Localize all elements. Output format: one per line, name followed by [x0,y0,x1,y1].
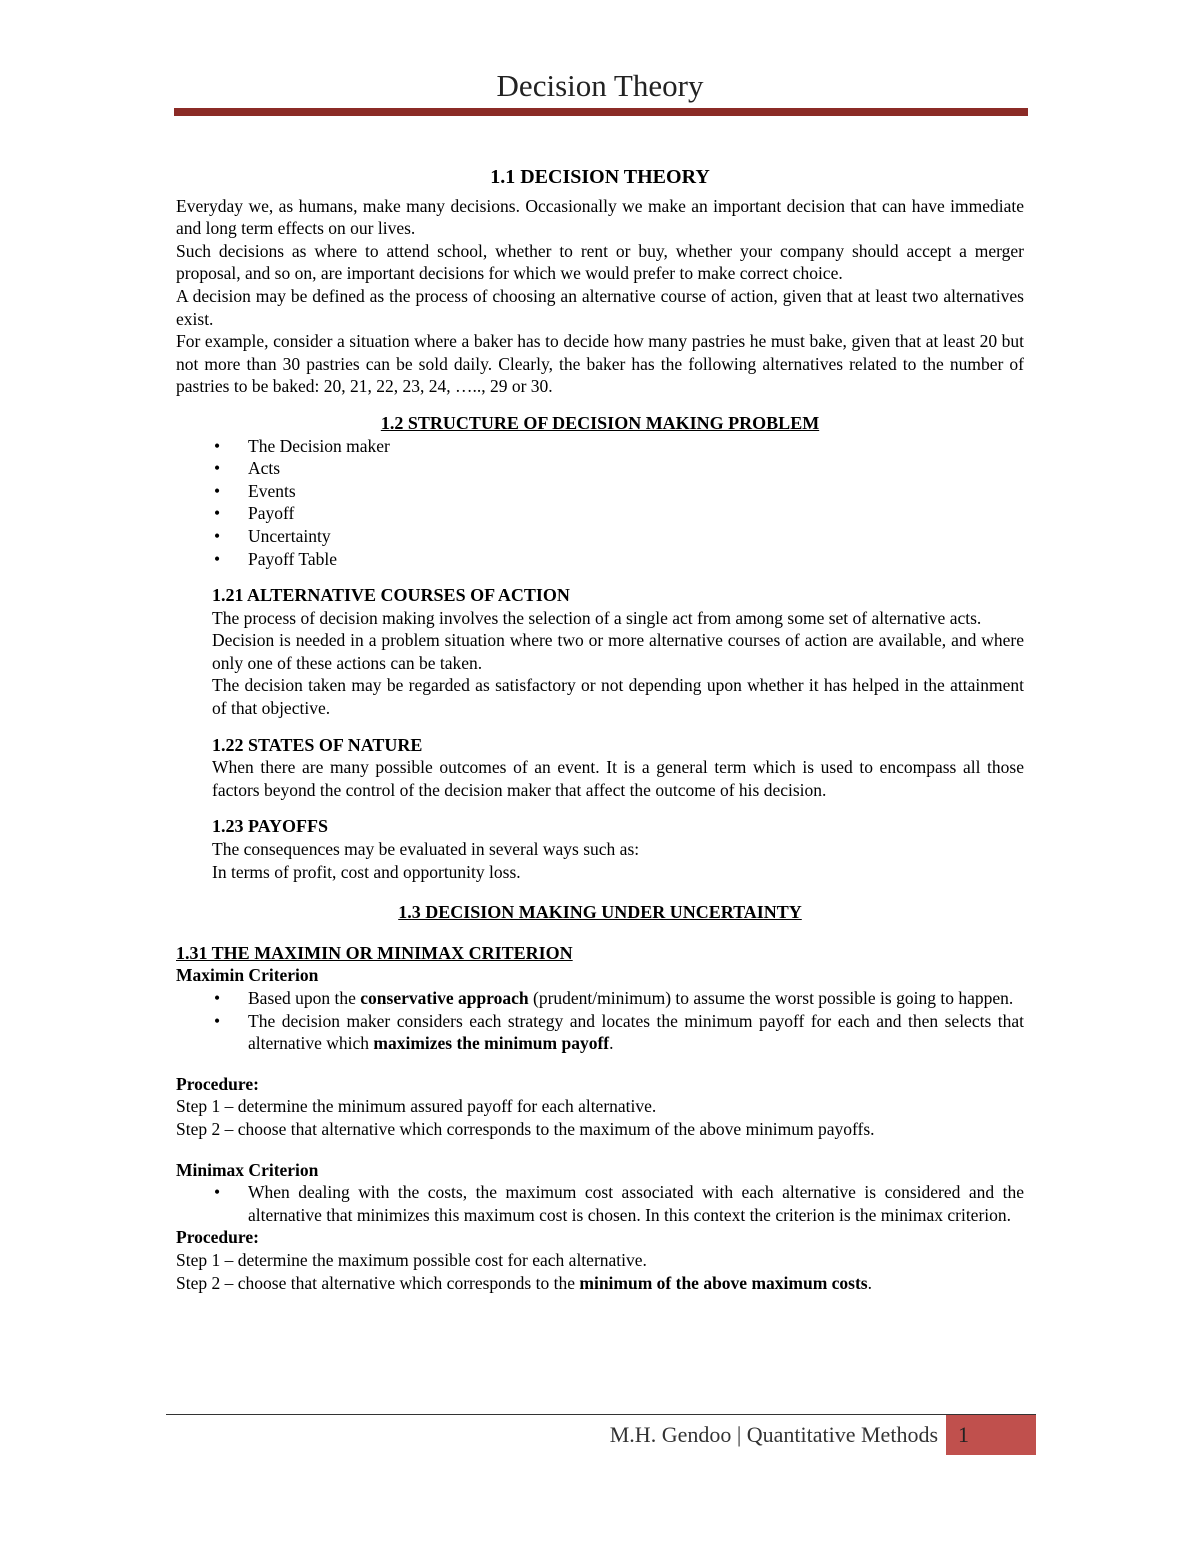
section-1-2-heading: 1.2 STRUCTURE OF DECISION MAKING PROBLEM [380,412,820,433]
text-run: . [609,1033,614,1054]
footer-rule [166,1414,1036,1415]
document-body [176,166,1024,1294]
paragraph: The consequences may be evaluated in several ways such as: [212,839,640,860]
list-item [212,1010,1024,1055]
list-item: • Payoff [212,502,1024,525]
maximin-title: Maximin Criterion [176,965,319,986]
section-1-31-heading: 1.31 THE MAXIMIN OR MINIMAX CRITERION [176,942,573,963]
paragraph: Decision is needed in a problem situation where two or more alternative courses of action are available, and where only one of these actions can be taken. [212,630,1024,673]
page-header-title: Decision Theory [496,68,704,103]
bold-run: maximizes the minimum payoff [373,1033,610,1054]
bold-run: conservative approach [360,988,529,1008]
list-item [212,987,1024,1010]
text-run: The decision maker considers each strategy and locates the minimum payoff for each and then selects that alternative which [248,1010,1024,1054]
procedure-step: Step 1 – determine the minimum assured payoff for each alternative. [176,1096,657,1117]
procedure-step: Step 2 – choose that alternative which corresponds to the maximum of the above minimum payoffs. [176,1118,875,1139]
footer-text: M.H. Gendoo | Quantitative Methods [609,1422,938,1447]
list-item: • Acts [212,457,1024,480]
section-1-21-heading: 1.21 ALTERNATIVE COURSES OF ACTION [212,585,570,606]
header-rule [174,108,1028,116]
section-1-23-heading: 1.23 PAYOFFS [212,816,329,837]
text-run: Based upon the [248,988,361,1008]
section-1-3-heading: 1.3 DECISION MAKING UNDER UNCERTAINTY [398,902,802,923]
procedure-step: Step 1 – determine the maximum possible cost for each alternative. [176,1249,647,1270]
maximin-procedure-label: Procedure: [176,1073,259,1094]
paragraph: For example, consider a situation where a baker has to decide how many pastries he must bake, given that at least 20 but not more than 30 pastries can be sold daily. Clearly, the baker has the following alternatives related to the number of pastries to be baked: 20, 21, 22, 23, 24, ….., 29 or 30. [176,331,1024,397]
paragraph: Such decisions as where to attend school, whether to rent or buy, whether your company should accept a merger proposal, and so on, are important decisions for which we would prefer to make correct choice. [176,240,1024,284]
list-item: • The Decision maker [212,435,1024,458]
procedure-step [176,1272,1024,1295]
list-item: • Events [212,480,1024,503]
paragraph: Everyday we, as humans, make many decisions. Occasionally we make an important decision that can have immediate and long term effects on our lives. [176,195,1024,239]
minimax-procedure-label: Procedure: [176,1227,259,1248]
text-run: (prudent/minimum) to assume the worst possible is going to happen. [528,988,1014,1008]
page-number: 1 [958,1422,969,1447]
list-item: • When dealing with the costs, the maximum cost associated with each alternative is considered and the alternative that minimizes this maximum cost is chosen. In this context the criterion is the minimax criterion. [212,1181,1024,1226]
paragraph: The decision taken may be regarded as satisfactory or not depending upon whether it has helped in the attainment of that objective. [212,675,1024,719]
minimax-list [176,1181,1024,1226]
paragraph: The process of decision making involves the selection of a single act from among some set of alternative acts. [212,607,982,628]
list-item: • Uncertainty [212,525,1024,548]
maximin-list [176,987,1024,1055]
text-run: . [867,1272,872,1293]
paragraph: In terms of profit, cost and opportunity loss. [212,861,521,882]
section-1-22-heading: 1.22 STATES OF NATURE [212,734,423,755]
structure-list [176,435,1024,571]
paragraph: A decision may be defined as the process of choosing an alternative course of action, given that at least two alternatives exist. [176,285,1024,329]
list-item: • Payoff Table [212,548,1024,571]
paragraph: When there are many possible outcomes of an event. It is a general term which is used to encompass all those factors beyond the control of the decision maker that affect the outcome of his decision. [212,757,1024,800]
section-1-1-heading: 1.1 DECISION THEORY [490,166,710,188]
minimax-title: Minimax Criterion [176,1159,319,1180]
text-run: Step 2 – choose that alternative which corresponds to the [176,1272,580,1293]
bold-run: minimum of the above maximum costs [579,1272,868,1293]
